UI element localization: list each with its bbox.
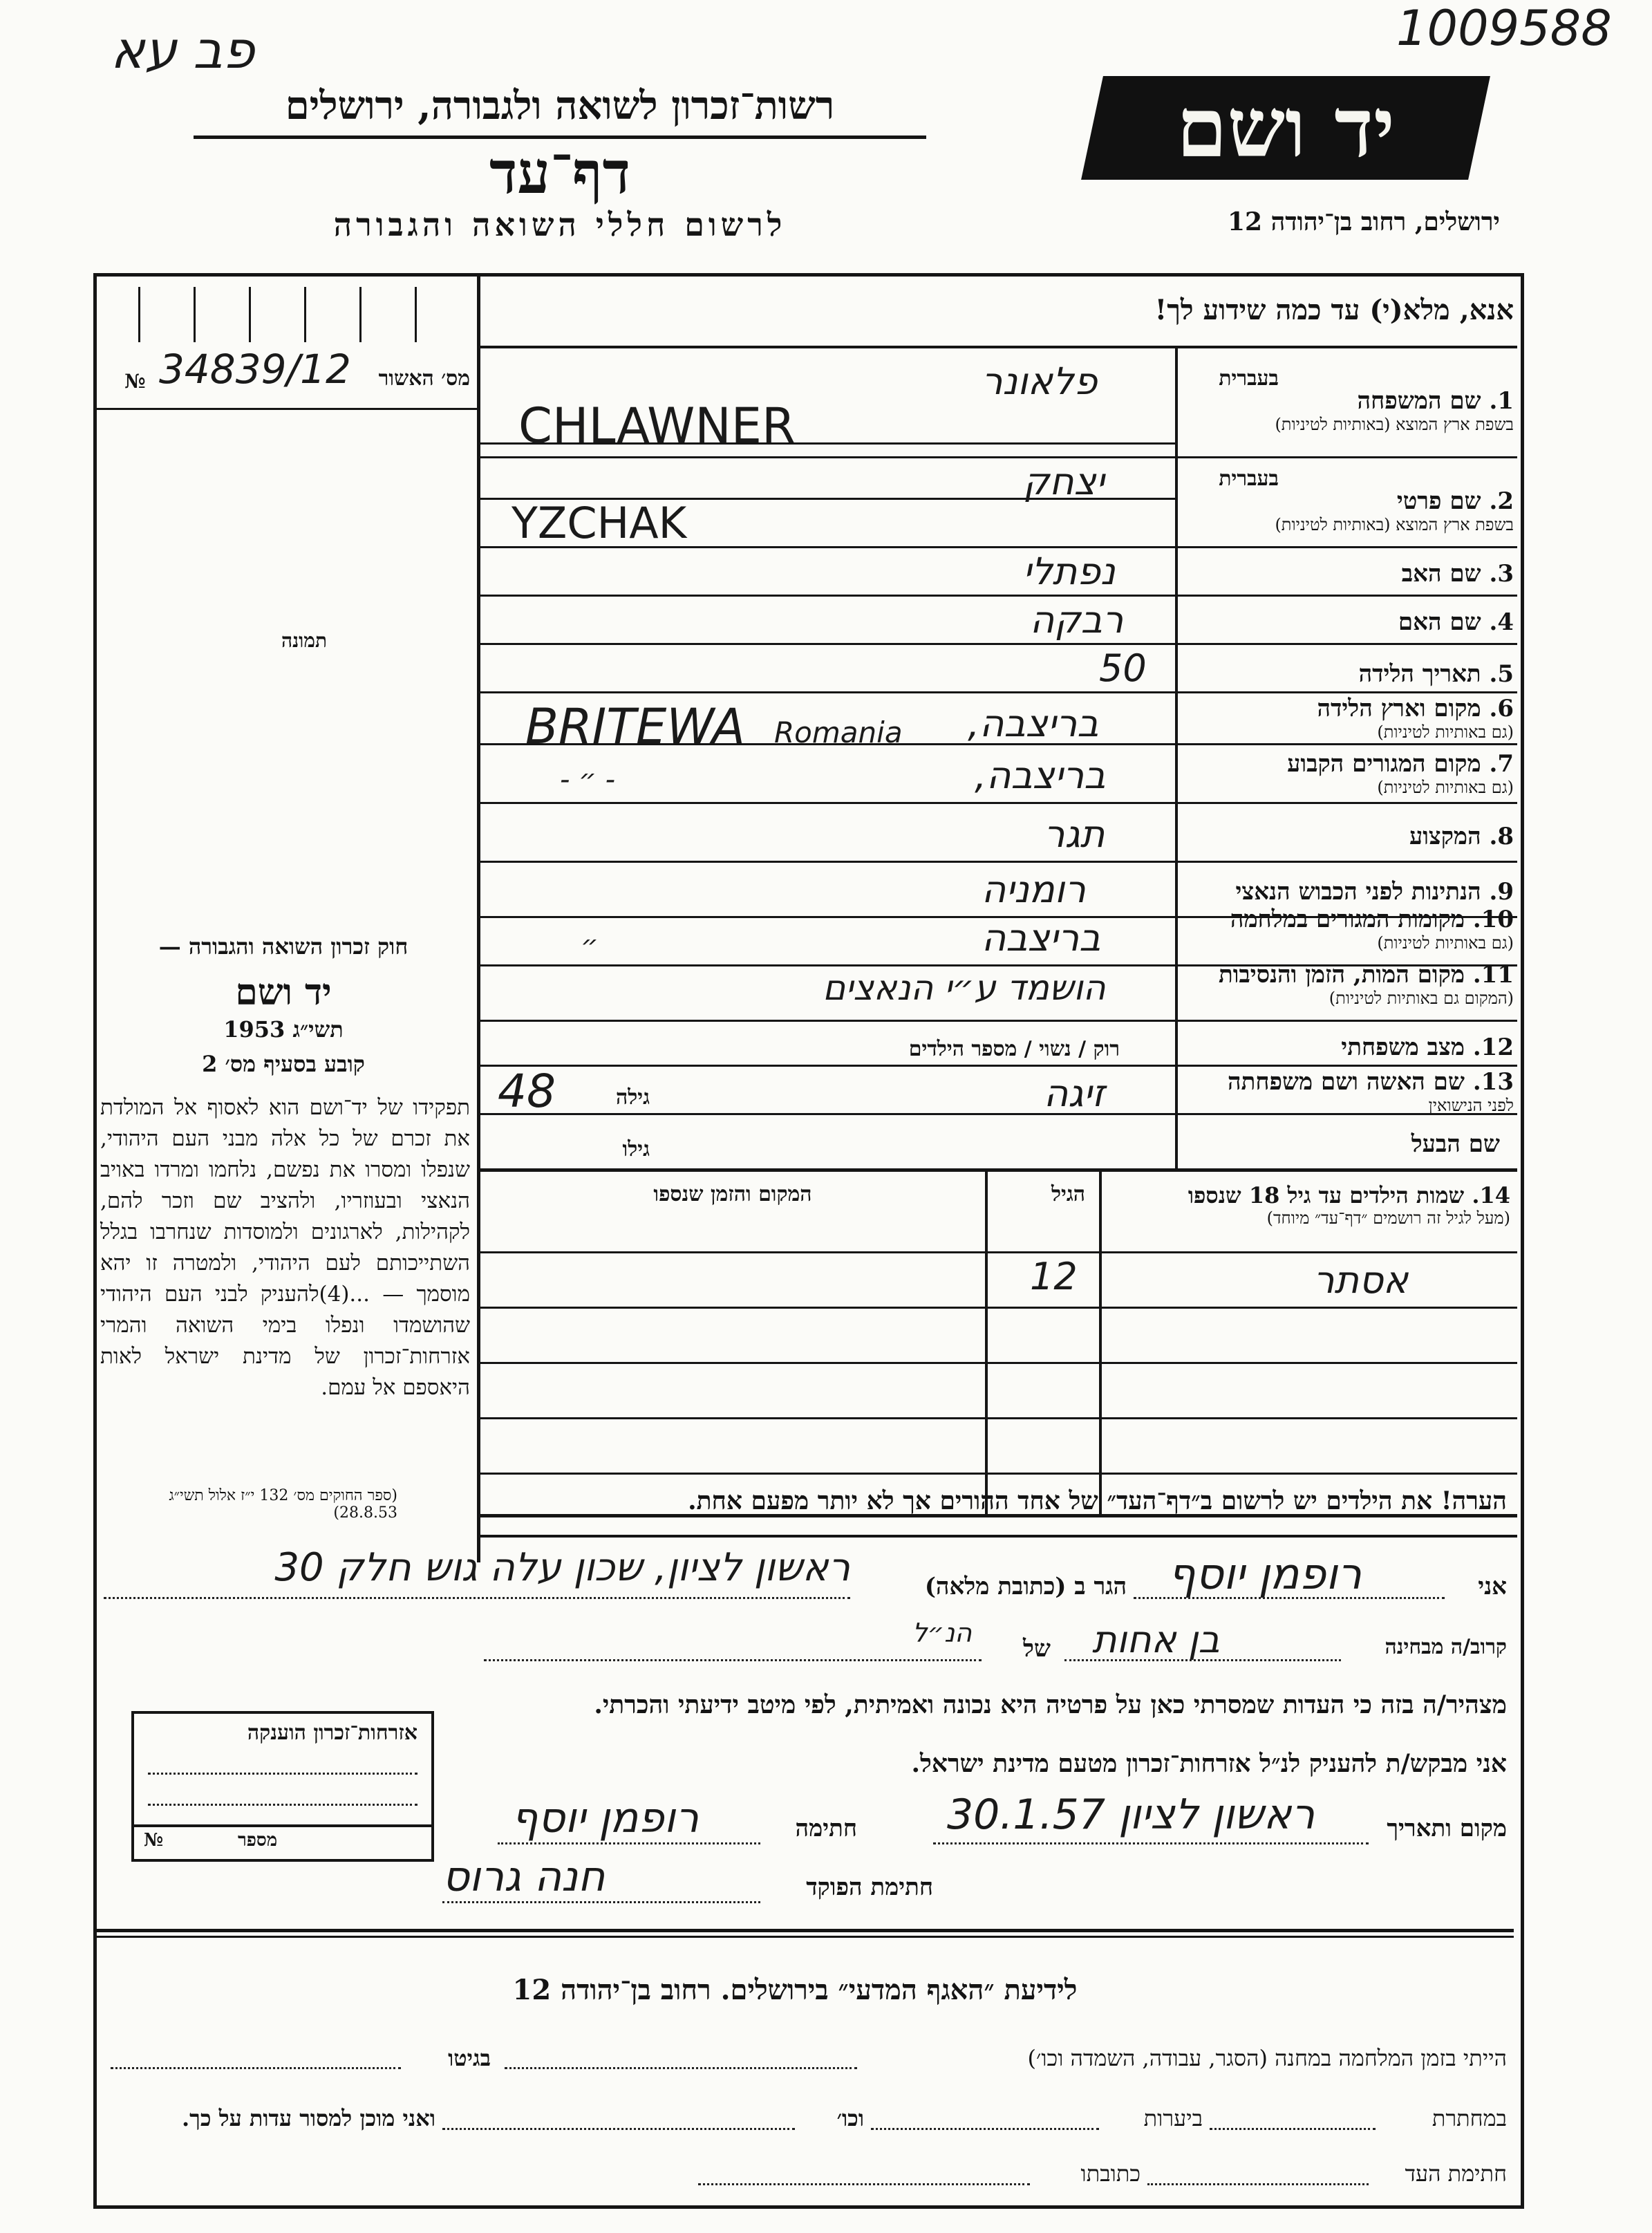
declarant-of-label: של — [1023, 1635, 1051, 1663]
row-5-title: תאריך הלידה — [1358, 660, 1481, 688]
top-right-number: 1009588 — [1396, 0, 1612, 57]
row-3-title: שם האב — [1401, 560, 1481, 588]
row-12-title: מצב משפחתי — [1341, 1034, 1465, 1061]
hebrew-tag-1: בעברית — [1219, 366, 1279, 391]
wife-name: זיגה — [1044, 1072, 1105, 1115]
mother-name: רבקה — [1030, 598, 1124, 642]
footer-forests-label: ביערות — [1143, 2105, 1203, 2131]
row-10-num: 10. — [1472, 906, 1514, 933]
footer-ghetto-label: בגיטו — [448, 2045, 491, 2071]
row-4-title: שם האם — [1398, 608, 1481, 636]
row-7-num: 7. — [1489, 750, 1514, 778]
row-1-note: בשפת ארץ המוצא (באותיות לטיניות) — [1275, 415, 1514, 434]
family-name-hebrew: פלאונר — [982, 359, 1098, 403]
row-4-label — [1182, 608, 1514, 636]
residence: בריצבה, — [975, 754, 1106, 797]
row-2-num: 2. — [1489, 487, 1514, 515]
row-4-num: 4. — [1489, 608, 1514, 636]
note-line: הערה! את הילדים יש לרשום ב״דף־העד״ של אחד ההורים אך לא יותר מפעם אחת. — [688, 1486, 1507, 1515]
law-source: (ספר החוקים מס׳ 132 י״ז אלול תשי״ג 28.8.53) — [169, 1487, 397, 1522]
profession: תגר — [1044, 812, 1105, 856]
hebrew-tag-2: בעברית — [1219, 467, 1279, 491]
row-1-title: שם המשפחה — [1357, 387, 1481, 415]
father-name: נפתלי — [1023, 550, 1116, 593]
children-age-col: הגיל — [1051, 1182, 1085, 1206]
row-8-title: המקצוע — [1409, 823, 1481, 850]
children-num: 14. — [1472, 1182, 1510, 1208]
page-title: דף־עד — [489, 138, 630, 207]
row-11-num: 11. — [1472, 961, 1514, 989]
row-7-note: (גם באותיות לטיניות) — [1377, 778, 1514, 797]
declarant-i-label: אני — [1478, 1573, 1507, 1600]
row-13-note: לפני הנישואין — [1428, 1096, 1514, 1115]
row-9-label — [1182, 878, 1514, 906]
row-6-label — [1182, 695, 1514, 742]
row-5-num: 5. — [1489, 660, 1514, 688]
footer-camp-label: הייתי בזמן המלחמה במחנה (הסגר, עבודה, השמדה וכו׳) — [1027, 2045, 1507, 2071]
footer-testimony-label: ואני מוכן למסור עדות על כך. — [181, 2105, 435, 2131]
approval-label: מס׳ האשור — [378, 366, 470, 391]
row-11-title: מקום המות, הזמן והנסיבות — [1218, 961, 1465, 989]
row-1-num: 1. — [1489, 387, 1514, 415]
birth-date: 50 — [1099, 646, 1147, 690]
declarant-signature: רופמן יוסף — [511, 1794, 699, 1842]
row-8-num: 8. — [1489, 823, 1514, 850]
relation-detail: הנ״ל — [912, 1618, 973, 1648]
wartime-residence-ditto: ״ — [581, 930, 599, 962]
wife-age: 48 — [498, 1065, 556, 1118]
row-12-label — [1182, 1034, 1514, 1061]
row-2-label — [1182, 487, 1514, 535]
declaration-text: מצהיר/ה בזה כי העדות שמסרתי כאן על פרטיה היא נכונה ואמיתית, לפי מיטב ידיעתי והכרתי. — [594, 1690, 1507, 1719]
wife-age-label: גילה — [615, 1085, 650, 1110]
law-logo: יד ושם — [235, 971, 332, 1013]
yad-vashem-logo — [1081, 76, 1490, 180]
declarant-address: ראשון לציון, שכון עלה גוש חלק 30 — [274, 1545, 850, 1590]
husband-age-label: גילו — [622, 1137, 650, 1161]
law-year: תשי״ג 1953 — [223, 1016, 344, 1043]
row-7-label — [1182, 750, 1514, 798]
citizenship-number-label: מספר — [238, 1830, 278, 1851]
child-name: אסתר — [1313, 1258, 1409, 1302]
institution-name: רשות־זכרון לשואה ולגבורה, ירושלים — [285, 83, 835, 129]
citizenship-box — [131, 1711, 434, 1862]
row-11-label — [1182, 961, 1514, 1009]
first-name-latin: YZCHAK — [511, 498, 687, 548]
children-note: (מעל לגיל זה רושמים ״דף־עד״ מיוחד) — [1266, 1208, 1510, 1228]
first-name-hebrew: יצחק — [1023, 460, 1105, 503]
row-10-label — [1182, 906, 1514, 953]
photo-label: תמונה — [281, 629, 328, 652]
row-2-note: בשפת ארץ המוצא (באותיות לטיניות) — [1275, 515, 1514, 534]
death-circumstances: הושמד ע״י הנאצים — [823, 968, 1106, 1008]
citizenship-no-mark: № — [144, 1830, 164, 1851]
nationality: רומניה — [982, 868, 1086, 911]
footer-witness-label: חתימת העד — [1405, 2160, 1507, 2187]
row-10-note: (גם באותיות לטיניות) — [1377, 933, 1514, 953]
row-9-title: הנתינות לפני הכבוש הנאצי — [1235, 878, 1481, 906]
approval-no-mark: № — [124, 370, 146, 393]
row-13-title: שם האשה ושם משפחתה — [1228, 1068, 1465, 1096]
form-instruction: אנא, מלא(י) עד כמה שידוע לך! — [1154, 294, 1514, 326]
signature-label: חתימה — [795, 1815, 857, 1842]
row-3-label — [1182, 560, 1514, 588]
child-age: 12 — [1030, 1255, 1078, 1298]
row-2-title: שם פרטי — [1396, 487, 1481, 515]
approval-number: 34839/12 — [159, 346, 351, 393]
birth-country: Romania — [774, 716, 903, 749]
declarant-resident-label: הגר ב (כתובת מלאה) — [924, 1573, 1127, 1600]
children-header — [1106, 1182, 1510, 1228]
officer-label: חתימת הפוקד — [806, 1874, 933, 1901]
footer-address-label: כתובתו — [1080, 2160, 1141, 2187]
row-6-num: 6. — [1489, 695, 1514, 722]
birth-place-hebrew: בריצבה, — [968, 702, 1099, 745]
row-13-num: 13. — [1472, 1068, 1514, 1096]
declarant-relative-label: קרוב/ה מבחינה — [1385, 1635, 1507, 1659]
header-address: ירושלים, רחוב בן־יהודה 12 — [1227, 207, 1500, 236]
footer-title: לידיעת ״האגף המדעי״ בירושלים. רחוב בן־יהודה 12 — [512, 1974, 1078, 2006]
row-10-title: מקומות המגורים במלחמה — [1230, 906, 1465, 933]
footer-underground-label: במחתרת — [1432, 2105, 1507, 2131]
page-subtitle: לרשום חללי השואה והגבורה — [333, 206, 787, 243]
footer-etc-label: וכו׳ — [836, 2105, 864, 2131]
law-text: תפקידו של יד־ושם הוא לאסוף אל המולדת את זכרם של כל אלה מבני העם היהודי, שנפלו ומסרו את נפשם, נלחמו ומרדו באויב הנאצי ובעוזריו, ולהציב שם וזכר להם, לקהילות, לארגונים ולמוסדות שנחרבו בגלל השתייכותם לעם היהודי, ולמטרה זו יהא מוסמך — ...(4)להעניק לבני העם היהודי שהושמדו ונפלו בימי השואה והמרי אזרחות־זכרון של מדינת ישראל לאות היאספם אל עמם. — [100, 1095, 470, 1400]
row-9-num: 9. — [1489, 878, 1514, 906]
law-title: חוק זכרון השואה והגבורה — — [158, 933, 409, 960]
declarant-relation: בן אחות — [1092, 1618, 1220, 1661]
wartime-residence: בריצבה — [982, 916, 1101, 960]
law-clause: קובע בסעיף מס׳ 2 — [202, 1051, 365, 1077]
top-left-handwriting: פב עא — [111, 21, 255, 80]
row-1-label — [1182, 387, 1514, 435]
family-name-latin: CHLAWNER — [518, 398, 796, 454]
row-5-label — [1182, 660, 1514, 688]
children-title: שמות הילדים עד גיל 18 שנספו — [1188, 1182, 1465, 1208]
row-8-label — [1182, 823, 1514, 850]
row-6-note: (גם באותיות לטיניות) — [1377, 722, 1514, 742]
place-date: ראשון לציון 30.1.57 — [947, 1791, 1315, 1839]
row-7-title: מקום המגורים הקבוע — [1287, 750, 1481, 778]
birth-place-latin: BRITEWA — [525, 698, 745, 755]
request-text: אני מבקש/ת להעניק לנ״ל אזרחות־זכרון מטעם מדינת ישראל. — [911, 1749, 1507, 1778]
children-place-col: המקום והזמן שנספו — [653, 1182, 812, 1206]
officer-signature: חנה גרוס — [442, 1853, 606, 1901]
declarant-name: רופמן יוסף — [1168, 1549, 1362, 1599]
marital-status-options: רוק / נשוי / מספר הילדים — [908, 1037, 1120, 1061]
husband-label: שם הבעל — [1411, 1130, 1500, 1158]
citizenship-box-title: אזרחות־זכרון הוענקה — [247, 1721, 417, 1745]
logo-text: יד ושם — [1176, 80, 1396, 176]
row-6-title: מקום וארץ הלידה — [1317, 695, 1481, 722]
row-13-label — [1182, 1068, 1514, 1116]
place-date-label: מקום ותאריך — [1387, 1815, 1507, 1842]
row-3-num: 3. — [1489, 560, 1514, 588]
residence-ditto: - ״ - — [560, 764, 616, 796]
row-12-num: 12. — [1472, 1034, 1514, 1061]
row-11-note: (המקום גם באותיות לטיניות) — [1329, 989, 1514, 1008]
